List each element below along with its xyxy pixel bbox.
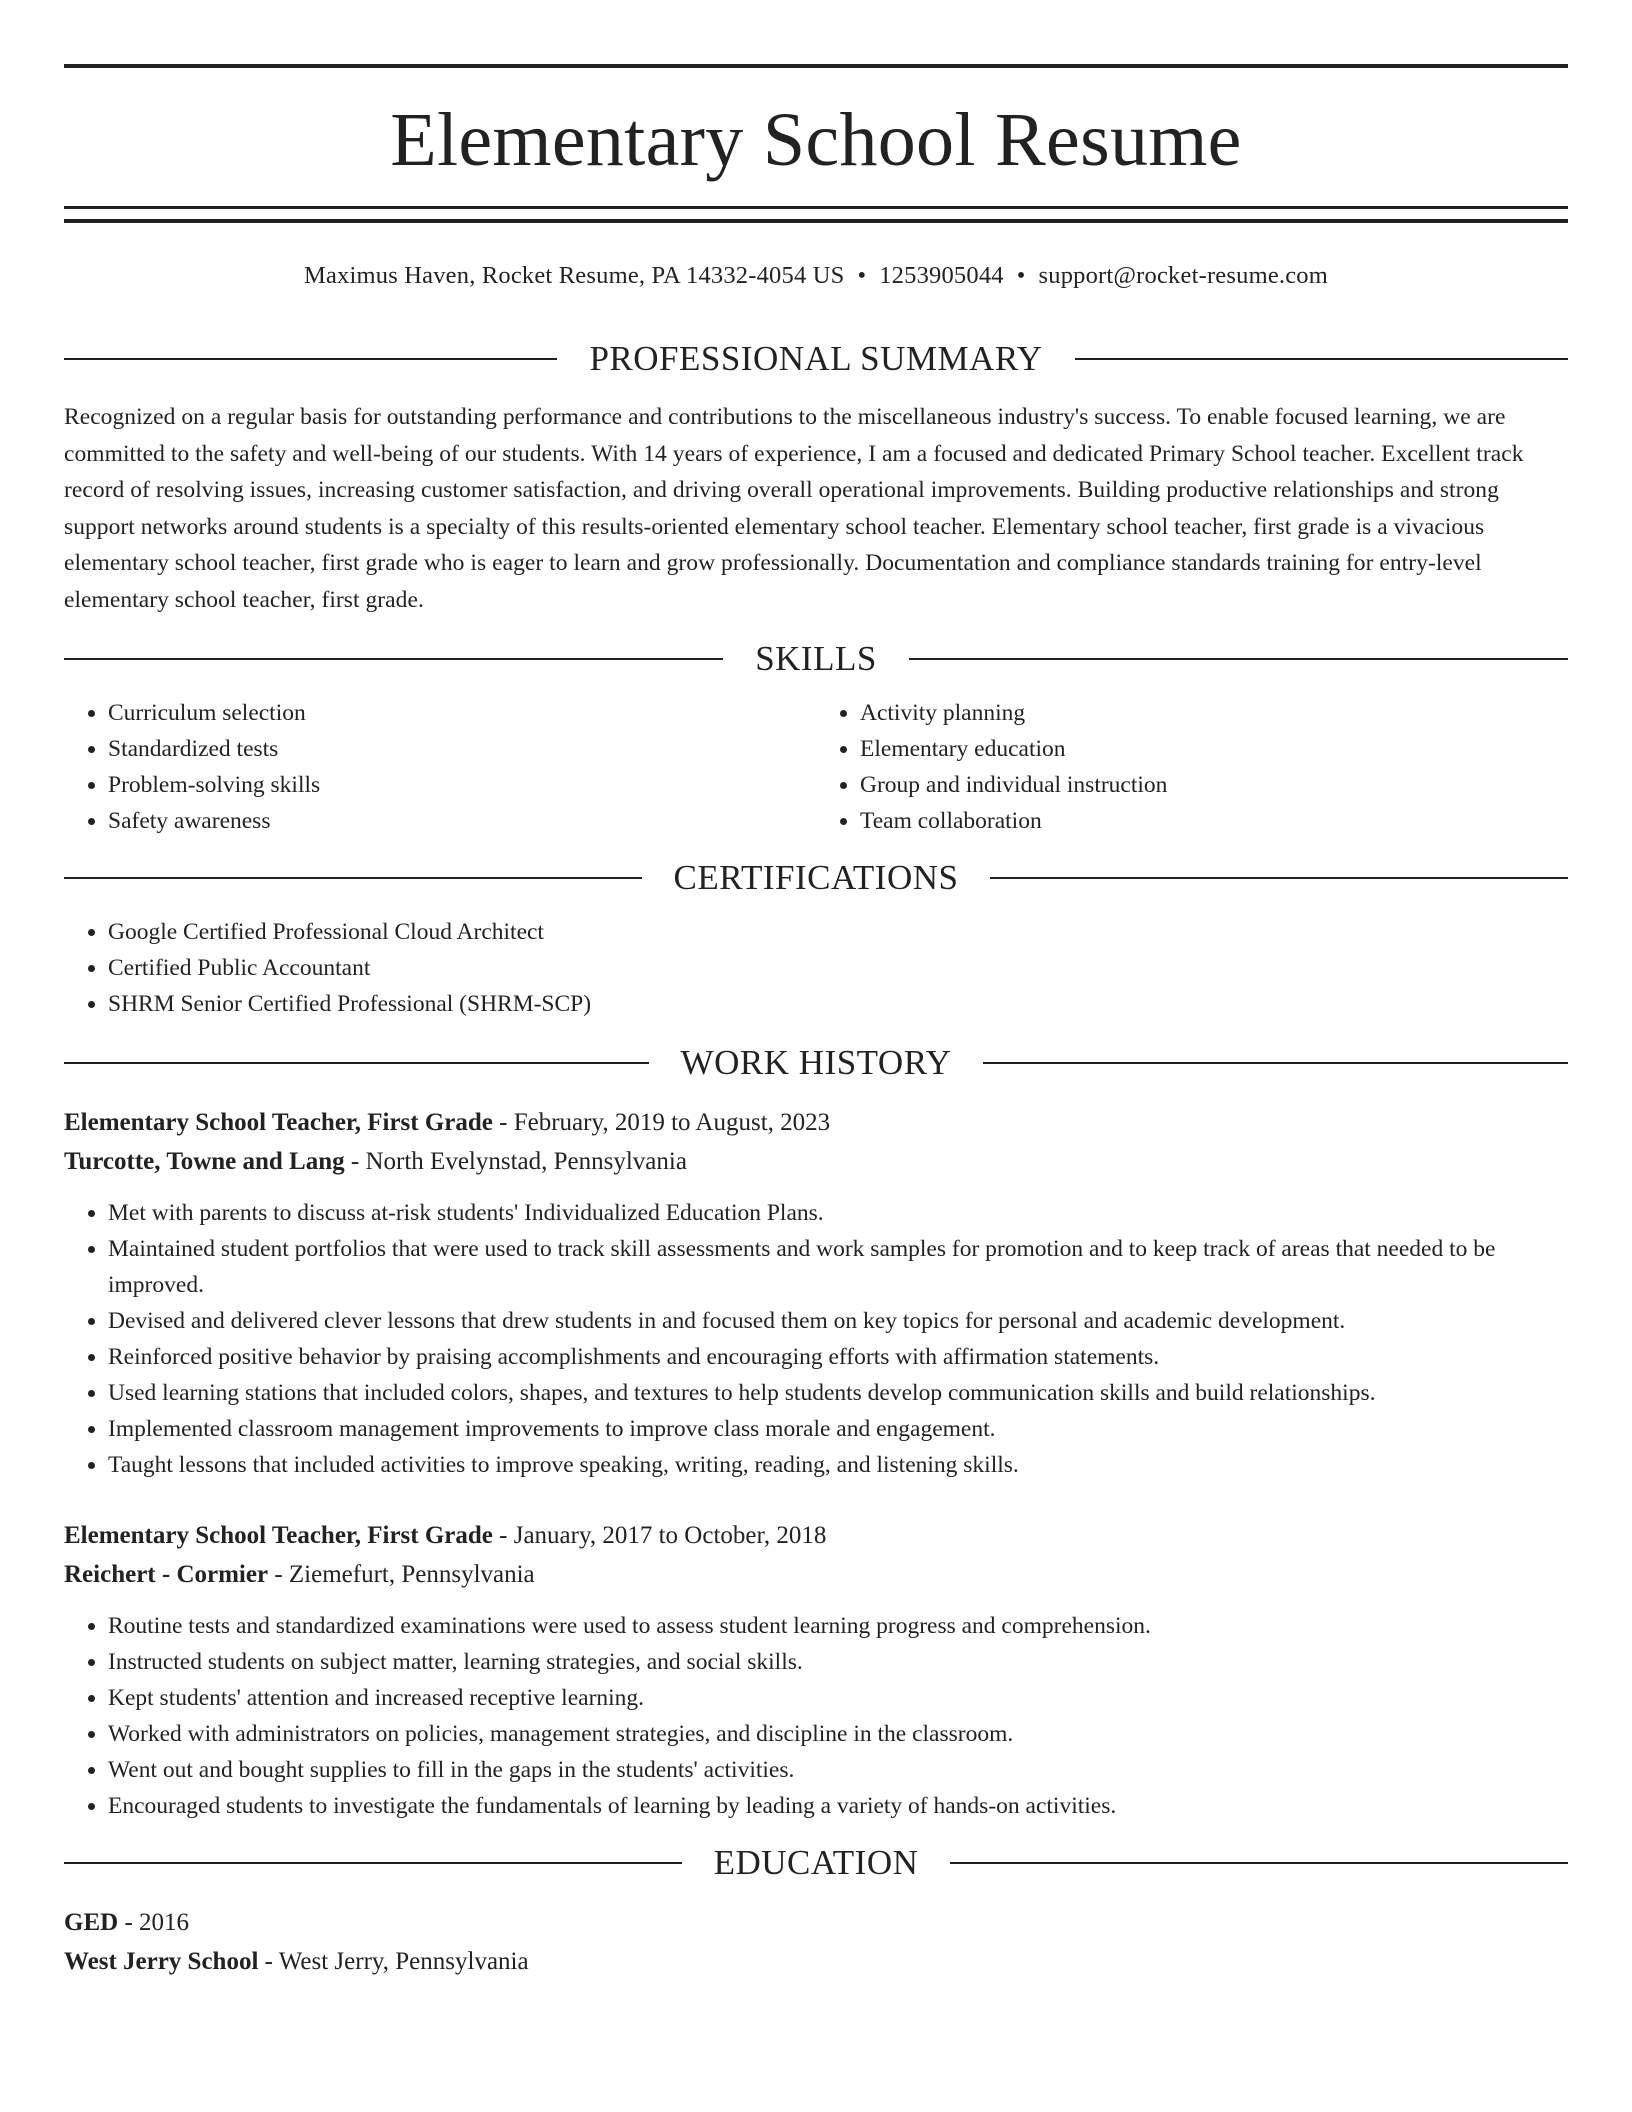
skill-item: • Team collaboration bbox=[860, 803, 1568, 839]
job-entry bbox=[64, 1516, 1568, 1824]
skills-column-left bbox=[64, 695, 816, 839]
heading-rule-left bbox=[64, 877, 642, 879]
contact-separator: • bbox=[1016, 262, 1026, 289]
certifications-heading-label: CERTIFICATIONS bbox=[673, 858, 959, 897]
job-title: Elementary School Teacher, First Grade bbox=[64, 1109, 493, 1136]
skills-list bbox=[64, 695, 1568, 839]
heading-rule-left bbox=[64, 1862, 682, 1864]
job-bullet: • Worked with administrators on policies, management strategies, and discipline in the classroom. bbox=[108, 1716, 1568, 1752]
education-heading bbox=[64, 1841, 1568, 1885]
job-title-line: Elementary School Teacher, First Grade - January, 2017 to October, 2018 bbox=[64, 1522, 827, 1549]
certifications-list bbox=[64, 914, 1568, 1022]
skills-heading bbox=[64, 637, 1568, 681]
certification-item: • Google Certified Professional Cloud Architect bbox=[108, 914, 1568, 950]
job-bullet: • Met with parents to discuss at-risk students' Individualized Education Plans. bbox=[108, 1195, 1568, 1231]
heading-rule-right bbox=[950, 1862, 1568, 1864]
certifications-heading bbox=[64, 856, 1568, 900]
certification-item: • SHRM Senior Certified Professional (SHRM-SCP) bbox=[108, 986, 1568, 1022]
education-degree-line: GED - 2016 bbox=[64, 1909, 190, 1936]
skill-item: • Safety awareness bbox=[108, 803, 816, 839]
skill-item: • Problem-solving skills bbox=[108, 767, 816, 803]
job-bullet: • Devised and delivered clever lessons that drew students in and focused them on key topics for personal and academic development. bbox=[108, 1303, 1568, 1339]
education-year: 2016 bbox=[139, 1909, 190, 1936]
job-dates: January, 2017 to October, 2018 bbox=[513, 1522, 827, 1549]
education-entry bbox=[64, 1903, 1568, 1981]
heading-rule-left bbox=[64, 1062, 649, 1064]
contact-email: support@rocket-resume.com bbox=[1038, 262, 1329, 289]
job-bullet: • Taught lessons that included activities to improve speaking, writing, reading, and listening skills. bbox=[108, 1447, 1568, 1483]
skills-column-right bbox=[816, 695, 1568, 839]
education-school: West Jerry School bbox=[64, 1948, 259, 1975]
education-school-line: West Jerry School - West Jerry, Pennsylvania bbox=[64, 1948, 529, 1975]
job-bullet: • Went out and bought supplies to fill in the gaps in the students' activities. bbox=[108, 1752, 1568, 1788]
page-title: Elementary School Resume bbox=[390, 98, 1242, 182]
education-location: West Jerry, Pennsylvania bbox=[278, 1948, 529, 1975]
job-bullets bbox=[64, 1195, 1568, 1483]
heading-rule-right bbox=[983, 1062, 1568, 1064]
job-bullet: • Implemented classroom management improvements to improve class morale and engagement. bbox=[108, 1411, 1568, 1447]
work-heading-label: WORK HISTORY bbox=[680, 1043, 952, 1082]
skills-heading-label: SKILLS bbox=[755, 639, 877, 678]
contact-line bbox=[64, 259, 1568, 293]
job-bullets bbox=[64, 1608, 1568, 1824]
skill-item: • Elementary education bbox=[860, 731, 1568, 767]
job-entry bbox=[64, 1103, 1568, 1483]
education-degree: GED bbox=[64, 1909, 119, 1936]
job-bullet: • Maintained student portfolios that were used to track skill assessments and work samples for promotion and to keep track of areas that needed to be improved. bbox=[108, 1231, 1568, 1303]
title-double-rule bbox=[64, 206, 1568, 223]
skill-item: • Curriculum selection bbox=[108, 695, 816, 731]
job-employer-line: Turcotte, Towne and Lang - North Evelynstad, Pennsylvania bbox=[64, 1148, 687, 1175]
certification-item: • Certified Public Accountant bbox=[108, 950, 1568, 986]
job-title: Elementary School Teacher, First Grade bbox=[64, 1522, 493, 1549]
job-employer: Turcotte, Towne and Lang bbox=[64, 1148, 345, 1175]
summary-heading bbox=[64, 337, 1568, 381]
contact-phone: 1253905044 bbox=[879, 262, 1004, 289]
summary-heading-label: PROFESSIONAL SUMMARY bbox=[589, 339, 1043, 378]
job-employer: Reichert - Cormier bbox=[64, 1561, 269, 1588]
contact-address: Maximus Haven, Rocket Resume, PA 14332-4054 US bbox=[303, 262, 845, 289]
job-title-line: Elementary School Teacher, First Grade - February, 2019 to August, 2023 bbox=[64, 1109, 831, 1136]
summary-text: Recognized on a regular basis for outstanding performance and contributions to the miscellaneous industry's success. To enable focused learning, we are committed to the safety and well-being of our students. With 14 years of experience, I am a focused and dedicated Primary School teacher. Excellent track record of resolving issues, increasing customer satisfaction, and driving overall operational improvements. Building productive relationships and strong support networks around students is a specialty of this results-oriented elementary school teacher. Elementary school teacher, first grade is a vivacious elementary school teacher, first grade who is eager to learn and grow professionally. Documentation and compliance standards training for entry-level elementary school teacher, first grade. bbox=[64, 404, 1524, 613]
job-location: Ziemefurt, Pennsylvania bbox=[288, 1561, 535, 1588]
job-employer-line: Reichert - Cormier - Ziemefurt, Pennsylvania bbox=[64, 1561, 535, 1588]
job-bullet: • Instructed students on subject matter, learning strategies, and social skills. bbox=[108, 1644, 1568, 1680]
heading-rule-right bbox=[909, 658, 1568, 660]
job-bullet: • Routine tests and standardized examinations were used to assess student learning progress and comprehension. bbox=[108, 1608, 1568, 1644]
heading-rule-left bbox=[64, 658, 723, 660]
heading-rule-right bbox=[990, 877, 1568, 879]
top-rule bbox=[64, 64, 1568, 68]
education-heading-label: EDUCATION bbox=[713, 1843, 919, 1882]
heading-rule-right bbox=[1075, 358, 1568, 360]
job-dates: February, 2019 to August, 2023 bbox=[513, 1109, 831, 1136]
skill-item: • Standardized tests bbox=[108, 731, 816, 767]
job-bullet: • Reinforced positive behavior by praising accomplishments and encouraging efforts with affirmation statements. bbox=[108, 1339, 1568, 1375]
heading-rule-left bbox=[64, 358, 557, 360]
contact-separator: • bbox=[857, 262, 867, 289]
job-location: North Evelynstad, Pennsylvania bbox=[365, 1148, 687, 1175]
job-bullet: • Used learning stations that included colors, shapes, and textures to help students develop communication skills and build relationships. bbox=[108, 1375, 1568, 1411]
work-heading bbox=[64, 1041, 1568, 1085]
job-bullet: • Encouraged students to investigate the fundamentals of learning by leading a variety of hands-on activities. bbox=[108, 1788, 1568, 1824]
skill-item: • Group and individual instruction bbox=[860, 767, 1568, 803]
skill-item: • Activity planning bbox=[860, 695, 1568, 731]
job-bullet: • Kept students' attention and increased receptive learning. bbox=[108, 1680, 1568, 1716]
